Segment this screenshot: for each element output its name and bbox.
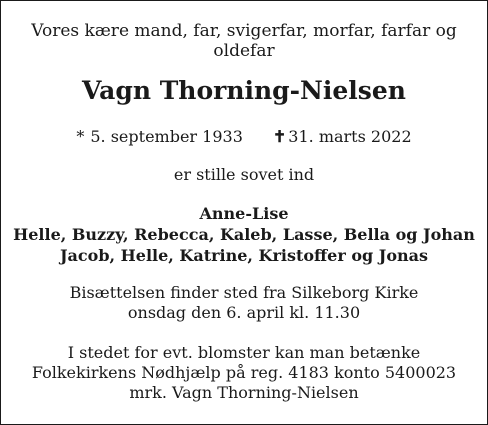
donation-line: I stedet for evt. blomster kan man betænke [67,343,421,362]
family-line: Jacob, Helle, Katrine, Kristoffer og Jonas [59,246,429,265]
funeral-line: Bisættelsen finder sted fra Silkeborg Kirke [69,283,419,302]
family-line: Helle, Buzzy, Rebecca, Kaleb, Lasse, Bella og Johan [13,225,475,244]
family-line: Anne-Lise [199,204,289,223]
family-names [5,203,483,266]
intro-line: Vores kære mand, far, svigerfar, morfar, farfar og [31,21,457,41]
birth-star-icon: * [76,127,85,146]
death-cross-icon: ✝ [272,127,287,146]
passing-text: er stille sovet ind [173,165,315,184]
birth-date: 5. september 1933 [90,127,243,146]
donation-info [5,343,483,403]
donation-line: Folkekirkens Nødhjælp på reg. 4183 konto 5400023 [31,363,457,382]
funeral-info [1,283,487,323]
intro-line: oldefar [213,41,275,61]
intro-text [11,21,477,61]
death-date: 31. marts 2022 [288,127,412,146]
funeral-line: onsdag den 6. april kl. 11.30 [127,303,361,322]
donation-line: mrk. Vagn Thorning-Nielsen [129,383,359,402]
life-dates [1,127,487,147]
deceased-name: Vagn Thorning-Nielsen [82,76,406,105]
